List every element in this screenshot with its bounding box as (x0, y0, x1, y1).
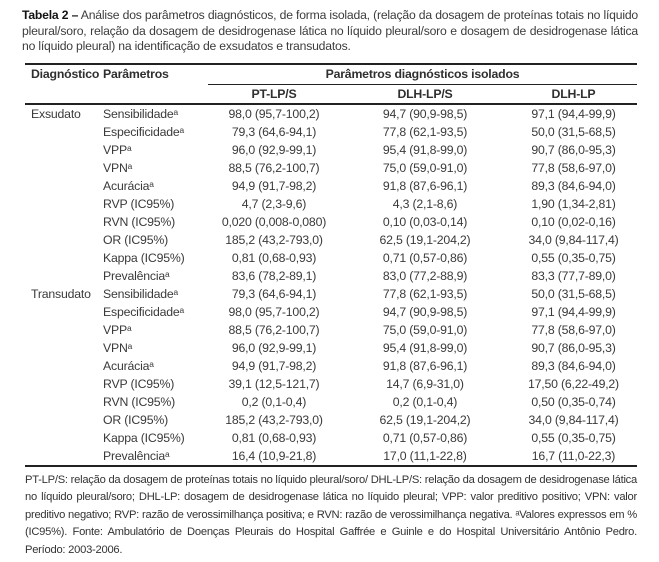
value-cell: 95,4 (91,8-99,0) (382, 340, 468, 355)
value-cell: 83,3 (77,7-89,0) (531, 268, 616, 283)
value-cell: 95,4 (91,8-99,0) (382, 142, 468, 157)
table-row (25, 141, 637, 159)
value-cell: 89,3 (84,6-94,0) (531, 178, 616, 193)
parameter-cell: Especificidadeᵃ (103, 304, 184, 319)
value-cell: 0,10 (0,02-0,16) (531, 214, 616, 229)
value-cell: 94,9 (91,7-98,2) (231, 358, 317, 373)
parameter-cell: RVN (IC95%) (103, 394, 176, 409)
table-body (25, 104, 637, 466)
value-cell: 98,0 (95,7-100,2) (228, 304, 320, 319)
value-cell: 91,8 (87,6-96,1) (382, 178, 468, 193)
diagnosis-cell (25, 141, 103, 159)
value-cell: 79,3 (64,6-94,1) (231, 286, 317, 301)
diagnosis-cell (25, 411, 103, 429)
value-cell: 34,0 (9,84-117,4) (528, 412, 619, 427)
col-header-dlh-lps: DLH-LP/S (340, 84, 510, 104)
parameter-cell: Kappa (IC95%) (103, 250, 185, 265)
value-cell: 83,0 (77,2-88,9) (382, 268, 468, 283)
table-row (25, 104, 637, 123)
col-header-diagnostico: Diagnóstico (25, 64, 103, 104)
table-caption-label: Tabela 2 – (22, 8, 79, 22)
diagnostic-parameters-table (25, 63, 637, 467)
value-cell: 79,3 (64,6-94,1) (231, 124, 317, 139)
table-row (25, 213, 637, 231)
table-row (25, 249, 637, 267)
parameter-cell: Prevalênciaᵃ (103, 448, 170, 463)
table-row (25, 411, 637, 429)
parameter-cell: Sensibilidadeᵃ (103, 106, 178, 121)
table-row (25, 285, 637, 303)
table-row (25, 375, 637, 393)
diagnosis-cell (25, 429, 103, 447)
table-row (25, 447, 637, 466)
parameter-cell: VPPᵃ (103, 142, 132, 157)
table-row (25, 177, 637, 195)
header-row-groups (25, 64, 637, 85)
parameter-cell: RVP (IC95%) (103, 196, 175, 211)
value-cell: 0,71 (0,57-0,86) (382, 250, 468, 265)
table-row (25, 339, 637, 357)
parameter-cell: Acuráciaᵃ (103, 178, 154, 193)
col-header-dlh-lp: DLH-LP (510, 84, 637, 104)
col-header-parametros: Parâmetros (103, 64, 208, 104)
value-cell: 98,0 (95,7-100,2) (228, 106, 320, 121)
value-cell: 62,5 (19,1-204,2) (379, 412, 471, 427)
col-header-isolated-parameters-group: Parâmetros diagnósticos isolados (208, 64, 637, 85)
diagnosis-cell (25, 357, 103, 375)
diagnosis-cell (25, 123, 103, 141)
value-cell: 75,0 (59,0-91,0) (382, 160, 468, 175)
value-cell: 34,0 (9,84-117,4) (528, 232, 619, 247)
value-cell: 1,90 (1,34-2,81) (531, 196, 616, 211)
value-cell: 77,8 (58,6-97,0) (531, 322, 616, 337)
value-cell: 0,55 (0,35-0,75) (531, 250, 616, 265)
parameter-cell: Kappa (IC95%) (103, 430, 185, 445)
diagnosis-cell (25, 339, 103, 357)
table-row (25, 303, 637, 321)
parameter-cell: RVN (IC95%) (103, 214, 176, 229)
diagnosis-cell (25, 177, 103, 195)
table-row (25, 231, 637, 249)
value-cell: 96,0 (92,9-99,1) (231, 142, 317, 157)
value-cell: 50,0 (31,5-68,5) (531, 124, 616, 139)
value-cell: 88,5 (76,2-100,7) (228, 160, 320, 175)
parameter-cell: VPPᵃ (103, 322, 132, 337)
diagnosis-cell: Transudato (31, 286, 91, 301)
parameter-cell: OR (IC95%) (103, 412, 168, 427)
value-cell: 39,1 (12,5-121,7) (228, 376, 320, 391)
table-row (25, 429, 637, 447)
value-cell: 16,7 (11,0-22,3) (531, 448, 616, 463)
value-cell: 0,020 (0,008-0,080) (221, 214, 327, 229)
value-cell: 83,6 (78,2-89,1) (231, 268, 317, 283)
value-cell: 89,3 (84,6-94,0) (531, 358, 616, 373)
value-cell: 0,50 (0,35-0,74) (531, 394, 616, 409)
parameter-cell: VPNᵃ (103, 340, 133, 355)
value-cell: 97,1 (94,4-99,9) (531, 106, 616, 121)
diagnosis-cell (25, 303, 103, 321)
value-cell: 96,0 (92,9-99,1) (231, 340, 317, 355)
parameter-cell: Prevalênciaᵃ (103, 268, 170, 283)
table-row (25, 195, 637, 213)
table-row (25, 159, 637, 177)
diagnosis-cell (25, 159, 103, 177)
value-cell: 77,8 (62,1-93,5) (382, 124, 468, 139)
value-cell: 50,0 (31,5-68,5) (531, 286, 616, 301)
value-cell: 90,7 (86,0-95,3) (531, 142, 616, 157)
value-cell: 4,7 (2,3-9,6) (241, 196, 307, 211)
paper-page (0, 8, 659, 562)
value-cell: 77,8 (58,6-97,0) (531, 160, 616, 175)
value-cell: 17,50 (6,22-49,2) (528, 376, 619, 391)
value-cell: 14,7 (6,9-31,0) (386, 376, 464, 391)
parameter-cell: RVP (IC95%) (103, 376, 175, 391)
value-cell: 0,2 (0,1-0,4) (241, 394, 307, 409)
value-cell: 4,3 (2,1-8,6) (392, 196, 458, 211)
value-cell: 90,7 (86,0-95,3) (531, 340, 616, 355)
table-row (25, 393, 637, 411)
parameter-cell: Acuráciaᵃ (103, 358, 154, 373)
table-caption-text: Análise dos parâmetros diagnósticos, de forma isolada, (relação da dosagem de proteínas totais no líquido pleural/soro, relação da dosagem de desidrogenase lática no líquido pleural/soro e dosagem de desidrogenase lática no líquido pleural) na identificação de exsudatos e transudatos. (22, 8, 639, 53)
value-cell: 185,2 (43,2-793,0) (225, 412, 323, 427)
table-row (25, 357, 637, 375)
diagnosis-cell (25, 249, 103, 267)
col-header-pt-lps: PT-LP/S (208, 84, 340, 104)
value-cell: 0,71 (0,57-0,86) (382, 430, 468, 445)
value-cell: 88,5 (76,2-100,7) (228, 322, 320, 337)
value-cell: 77,8 (62,1-93,5) (382, 286, 468, 301)
parameter-cell: Especificidadeᵃ (103, 124, 184, 139)
value-cell: 185,2 (43,2-793,0) (225, 232, 323, 247)
value-cell: 97,1 (94,4-99,9) (531, 304, 616, 319)
diagnosis-cell (25, 267, 103, 285)
value-cell: 94,7 (90,9-98,5) (382, 304, 468, 319)
value-cell: 0,55 (0,35-0,75) (531, 430, 616, 445)
diagnosis-cell (25, 195, 103, 213)
table-row (25, 123, 637, 141)
parameter-cell: OR (IC95%) (103, 232, 168, 247)
value-cell: 91,8 (87,6-96,1) (382, 358, 468, 373)
diagnosis-cell (25, 213, 103, 231)
diagnosis-cell (25, 321, 103, 339)
table-row (25, 321, 637, 339)
diagnosis-cell (25, 375, 103, 393)
diagnosis-cell (25, 393, 103, 411)
value-cell: 94,7 (90,9-98,5) (382, 106, 468, 121)
diagnosis-cell (25, 231, 103, 249)
table-header (25, 64, 637, 104)
diagnosis-cell: Exsudato (31, 106, 81, 121)
diagnosis-cell (25, 447, 103, 466)
table-caption (22, 8, 638, 55)
value-cell: 0,81 (0,68-0,93) (231, 430, 317, 445)
value-cell: 94,9 (91,7-98,2) (231, 178, 317, 193)
value-cell: 75,0 (59,0-91,0) (382, 322, 468, 337)
parameter-cell: VPNᵃ (103, 160, 133, 175)
table-row (25, 267, 637, 285)
value-cell: 0,10 (0,03-0,14) (382, 214, 468, 229)
value-cell: 62,5 (19,1-204,2) (379, 232, 471, 247)
value-cell: 16,4 (10,9-21,8) (231, 448, 317, 463)
table-footnote: PT-LP/S: relação da dosagem de proteínas totais no líquido pleural/soro/ DHL-LP/S: relação da dosagem de desidrogenase lática no líquido pleural/soro; DHL-LP: dosagem de desidrogenase lática no líquido pleural; VPP: valor preditivo positivo; VPN: valor preditivo negativo; RVP: razão de verossimilhança positiva; e RVN: razão de verossimilhança negativa. ᵃValores expressos em % (IC95%). Fonte: Ambulatório de Doenças Pleurais do Hospital Gaffrée e Guinle e do Hospital Universitário Antônio Pedro. Período: 2003-2006. (25, 473, 637, 556)
value-cell: 17,0 (11,1-22,8) (383, 448, 467, 463)
parameter-cell: Sensibilidadeᵃ (103, 286, 178, 301)
value-cell: 0,2 (0,1-0,4) (392, 394, 458, 409)
value-cell: 0,81 (0,68-0,93) (231, 250, 317, 265)
